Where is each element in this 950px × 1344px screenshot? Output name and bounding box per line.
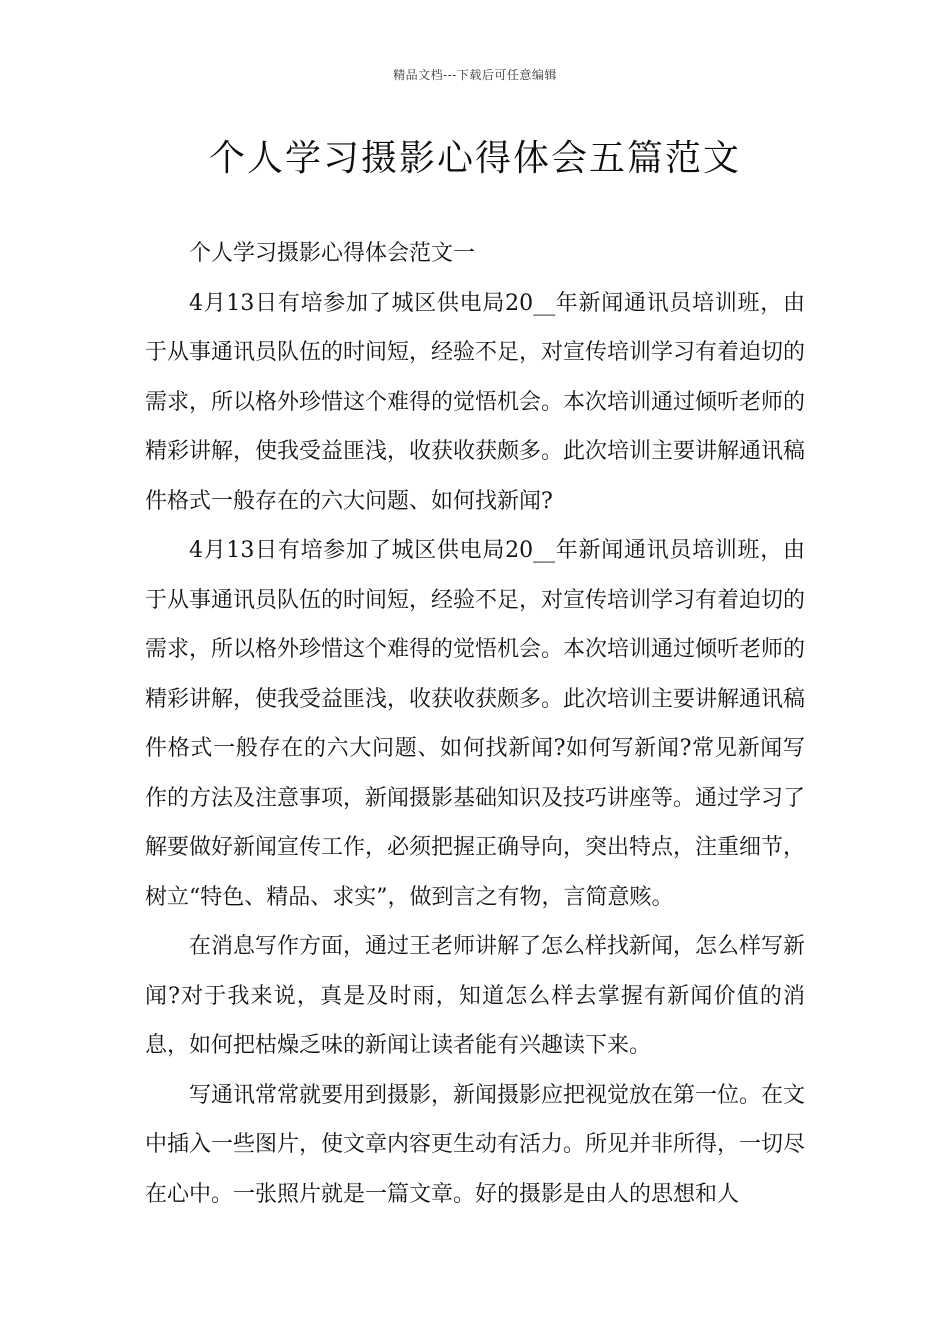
document-title: 个人学习摄影心得体会五篇范文 <box>208 138 741 179</box>
section-heading: 个人学习摄影心得体会范文一 <box>189 241 476 266</box>
paragraph: 4月13日有培参加了城区供电局20__年新闻通讯员培训班，由于从事通讯员队伍的时间短，经验不足，对宣传培训学习有着迫切的需求，所以格外珍惜这个难得的觉悟机会。本次培训通过倾听老师的精彩讲解，使我受益匪浅，收获收获颇多。此次培训主要讲解通讯稿件格式一般存在的六大问题、如何找新闻?如何写新闻?常见新闻写作的方法及注意事项，新闻摄影基础知识及技巧讲座等。通过学习了解要做好新闻宣传工作，必须把握正确导向，突出特点，注重细节，树立“特色、精品、求实”，做到言之有物，言简意赅。 <box>145 538 806 910</box>
document-body <box>145 229 805 1219</box>
paragraph: 4月13日有培参加了城区供电局20__年新闻通讯员培训班，由于从事通讯员队伍的时间短，经验不足，对宣传培训学习有着迫切的需求，所以格外珍惜这个难得的觉悟机会。本次培训通过倾听老师的精彩讲解，使我受益匪浅，收获收获颇多。此次培训主要讲解通讯稿件格式一般存在的六大问题、如何找新闻? <box>145 290 806 514</box>
paragraph: 在消息写作方面，通过王老师讲解了怎么样找新闻，怎么样写新闻?对于我来说，真是及时雨，知道怎么样去掌握有新闻价值的消息，如何把枯燥乏味的新闻让读者能有兴趣读下来。 <box>145 934 806 1058</box>
paragraph: 写通讯常常就要用到摄影，新闻摄影应把视觉放在第一位。在文中插入一些图片，使文章内容更生动有活力。所见并非所得，一切尽在心中。一张照片就是一篇文章。好的摄影是由人的思想和人 <box>145 1082 806 1207</box>
header-note: 精品文档---下载后可任意编辑 <box>393 68 557 82</box>
